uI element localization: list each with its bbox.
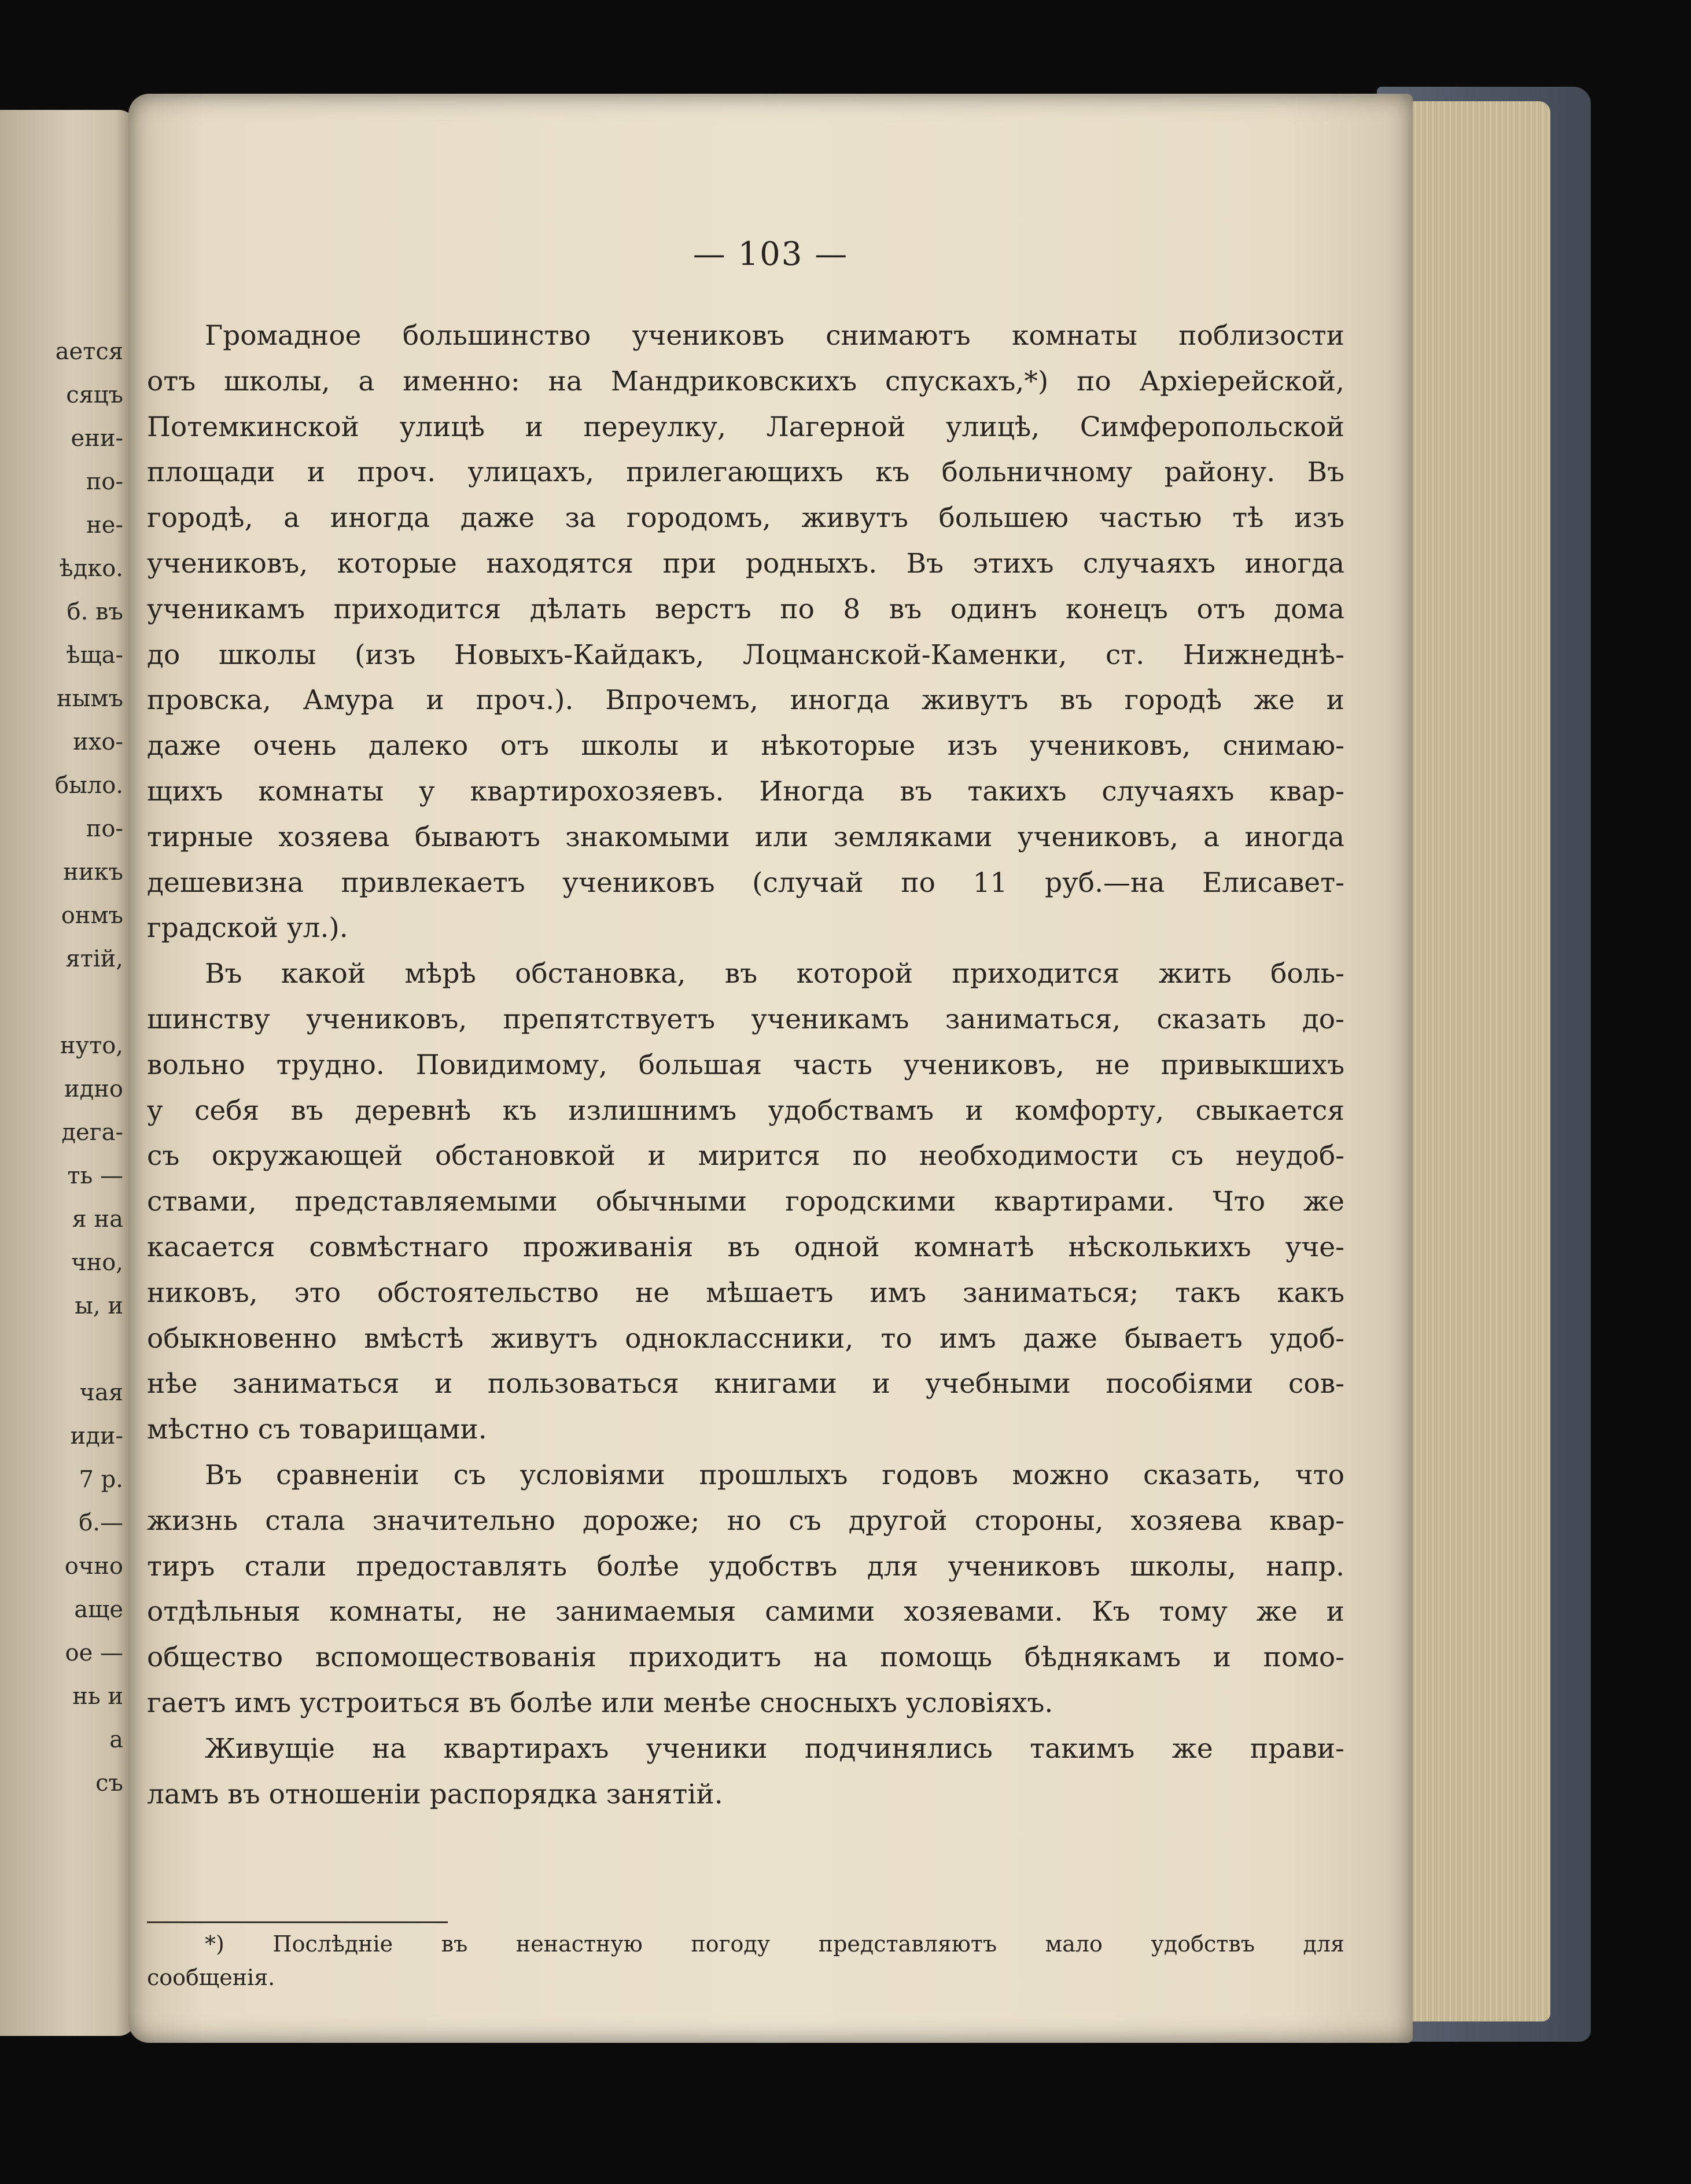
left-page-line: нь и [72,1683,123,1710]
text-line: отъ школы, а именно: на Мандриковскихъ спускахъ,*) по Архіерейской, [147,365,1344,397]
left-page-line: нымъ [56,685,123,712]
footnote-line: *) Послѣдніе въ ненастную погоду представляютъ мало удобствъ для [205,1931,1344,1957]
left-page-line: было. [54,772,123,799]
text-line: вольно трудно. Повидимому, большая часть учениковъ, не привыкшихъ [147,1049,1344,1081]
main-page [128,94,1413,2043]
left-page-line: ихо- [73,729,123,755]
text-line: учениковъ, которые находятся при родныхъ. Въ этихъ случаяхъ иногда [147,547,1344,580]
left-page-line: б.— [79,1510,123,1536]
text-line: гаетъ имъ устроиться въ болѣе или менѣе сносныхъ условіяхъ. [147,1687,1053,1719]
left-page-line: съ [95,1770,123,1796]
footnote-rule [147,1921,448,1923]
page-edges [1406,101,1550,2021]
left-page-line: 7 р. [79,1466,123,1493]
left-page-line: по- [86,468,123,495]
text-line: даже очень далеко отъ школы и нѣкоторые изъ учениковъ, снимаю- [147,730,1344,762]
text-line: Громадное большинство учениковъ снимаютъ комнаты поблизости [205,320,1344,352]
left-page-line: очно [64,1553,123,1580]
left-page-line: ое — [65,1640,123,1666]
text-line: съ окружающей обстановкой и мирится по необходимости съ неудоб- [147,1140,1344,1172]
body-text [147,313,1344,1817]
left-page-line: не- [86,512,123,538]
left-page-line: чая [79,1379,123,1406]
left-page-line: а [109,1726,123,1753]
left-page-line: ятій, [65,946,123,972]
text-line: обыкновенно вмѣстѣ живутъ одноклассники, то имъ даже бываетъ удоб- [147,1322,1344,1355]
left-page-line: б. въ [67,599,123,625]
left-page-line: никъ [63,859,123,886]
text-line: градской ул.). [147,912,348,945]
left-page-line: ается [55,338,123,365]
left-page-line: нуто, [60,1032,123,1059]
left-page-line: по- [86,816,123,842]
text-line: площади и проч. улицахъ, прилегающихъ къ больничному району. Въ [147,456,1344,489]
left-page-line: онмъ [61,902,123,929]
left-page-line: ть — [67,1163,123,1189]
left-page-line: ѣща- [66,642,123,669]
text-line: дешевизна привлекаетъ учениковъ (случай по 11 руб.—на Елисавет- [147,866,1344,899]
text-line: мѣстно съ товарищами. [147,1414,487,1446]
text-line: до школы (изъ Новыхъ-Кайдакъ, Лоцманской-Каменки, ст. Нижнеднѣ- [147,639,1344,671]
text-line: нѣе заниматься и пользоваться книгами и учебными пособіями сов- [147,1368,1344,1400]
text-line: касается совмѣстнаго проживанія въ одной комнатѣ нѣсколькихъ уче- [147,1231,1344,1263]
left-page-line: ѣдко. [59,555,123,582]
left-page-line: сяцъ [66,382,123,408]
footnote [147,1927,1344,1994]
text-line: ученикамъ приходится дѣлать верстъ по 8 въ одинъ конецъ отъ дома [147,593,1344,625]
text-line: щихъ комнаты у квартирохозяевъ. Иногда въ такихъ случаяхъ квар- [147,775,1344,807]
text-line: никовъ, это обстоятельство не мѣшаетъ имъ заниматься; такъ какъ [147,1277,1344,1309]
text-line: провска, Амура и проч.). Впрочемъ, иногда живутъ въ городѣ же и [147,684,1344,717]
left-page-line: чно, [71,1249,123,1276]
text-line: у себя въ деревнѣ къ излишнимъ удобствамъ и комфорту, свыкается [147,1094,1344,1127]
left-page-line: я на [72,1206,123,1233]
text-line: тиръ стали предоставлять болѣе удобствъ для учениковъ школы, напр. [147,1550,1344,1582]
text-line: общество вспомоществованія приходитъ на помощь бѣднякамъ и помо- [147,1641,1344,1674]
left-page-line: ы, и [75,1293,123,1319]
left-page-line: идно [64,1076,123,1102]
text-line: жизнь стала значительно дороже; но съ другой стороны, хозяева квар- [147,1504,1344,1537]
left-facing-page [0,110,136,2036]
text-line: отдѣльныя комнаты, не занимаемыя самими хозяевами. Къ тому же и [147,1596,1344,1628]
left-page-line: ени- [71,425,123,452]
text-line: тирные хозяева бываютъ знакомыми или земляками учениковъ, а иногда [147,821,1344,853]
text-line: Живущіе на квартирахъ ученики подчинялись такимъ же прави- [205,1732,1344,1765]
text-line: ствами, представляемыми обычными городскими квартирами. Что же [147,1186,1344,1218]
text-line: Въ сравненіи съ условіями прошлыхъ годовъ можно сказать, что [205,1459,1344,1491]
text-line: ламъ въ отношеніи распорядка занятій. [147,1778,723,1810]
left-page-line: иди- [70,1423,123,1449]
text-line: городѣ, а иногда даже за городомъ, живутъ большею частью тѣ изъ [147,502,1344,534]
left-page-line: аще [74,1596,123,1623]
text-line: Въ какой мѣрѣ обстановка, въ которой приходится жить боль- [205,958,1344,990]
text-line: шинству учениковъ, препятствуетъ ученикамъ заниматься, сказать до- [147,1003,1344,1035]
text-line: Потемкинской улицѣ и переулку, Лагерной улицѣ, Симферопольской [147,411,1344,443]
page-number: — 103 — [692,235,849,273]
left-page-line: дега- [61,1119,123,1146]
footnote-line: сообщенія. [147,1965,275,1990]
